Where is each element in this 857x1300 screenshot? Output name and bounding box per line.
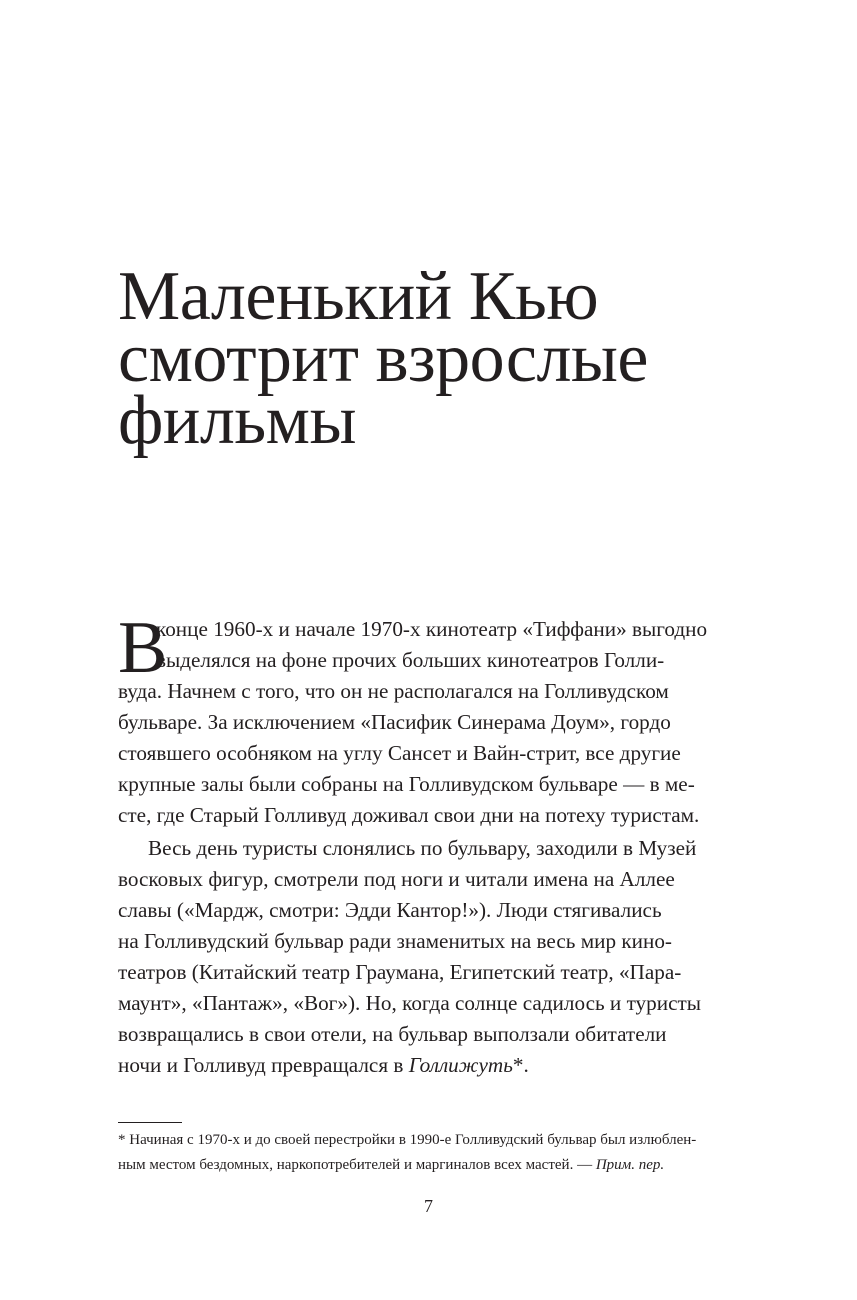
text-line: [118, 1050, 740, 1081]
translator-note: Прим. пер.: [595, 1157, 665, 1173]
footnote: [118, 1128, 740, 1178]
text-line: выделялся на фоне прочих больших кинотеатров Голли-: [156, 648, 665, 672]
text-line: конце 1960-х и начале 1970-х кинотеатр «Тиффани» выгодно: [156, 617, 708, 641]
chapter-title-line: фильмы: [118, 382, 357, 459]
text-line: возвращались в свои отели, на бульвар выползали обитатели: [118, 1022, 667, 1046]
footnote-line: * Начиная с 1970-х и до своей перестройки в 1990-е Голливудский бульвар был излюблен-: [118, 1132, 697, 1148]
chapter-title-line: Маленький Кью: [118, 258, 599, 335]
text-line: маунт», «Пантаж», «Вог»). Но, когда солнце садилось и туристы: [118, 991, 701, 1015]
paragraph-2: [118, 833, 740, 1093]
paragraph-1: [118, 614, 740, 834]
chapter-title: [118, 258, 778, 459]
page-number: 7: [424, 1196, 433, 1216]
text-line: крупные залы были собраны на Голливудском бульваре — в ме-: [118, 772, 695, 796]
text-line: сте, где Старый Голливуд доживал свои дни на потеху туристам.: [118, 803, 700, 827]
chapter-title-line: смотрит взрослые: [118, 320, 648, 397]
text-line: бульваре. За исключением «Пасифик Синерама Доум», гордо: [118, 710, 671, 734]
text-line: славы («Мардж, смотри: Эдди Кантор!»). Люди стягивались: [118, 898, 662, 922]
text-line: восковых фигур, смотрели под ноги и читали имена на Аллее: [118, 867, 675, 891]
text-line: Весь день туристы слонялись по бульвару, заходили в Музей: [148, 836, 697, 860]
text-run: ночи и Голливуд превращался в: [118, 1053, 409, 1077]
footnote-line: [118, 1153, 740, 1178]
text-run: ным местом бездомных, наркопотребителей и маргиналов всех мастей. —: [118, 1157, 596, 1173]
italic-term: Голлижуть: [408, 1053, 513, 1077]
text-line: вуда. Начнем с того, что он не располагался на Голливудском: [118, 679, 669, 703]
drop-cap: В: [118, 607, 168, 689]
text-line: театров (Китайский театр Граумана, Египетский театр, «Пара-: [118, 960, 682, 984]
text-line: на Голливудский бульвар ради знаменитых на весь мир кино-: [118, 929, 672, 953]
footnote-marker: *.: [512, 1053, 529, 1077]
text-line: стоявшего особняком на углу Сансет и Вайн-стрит, все другие: [118, 741, 681, 765]
footnote-divider: [118, 1122, 182, 1123]
